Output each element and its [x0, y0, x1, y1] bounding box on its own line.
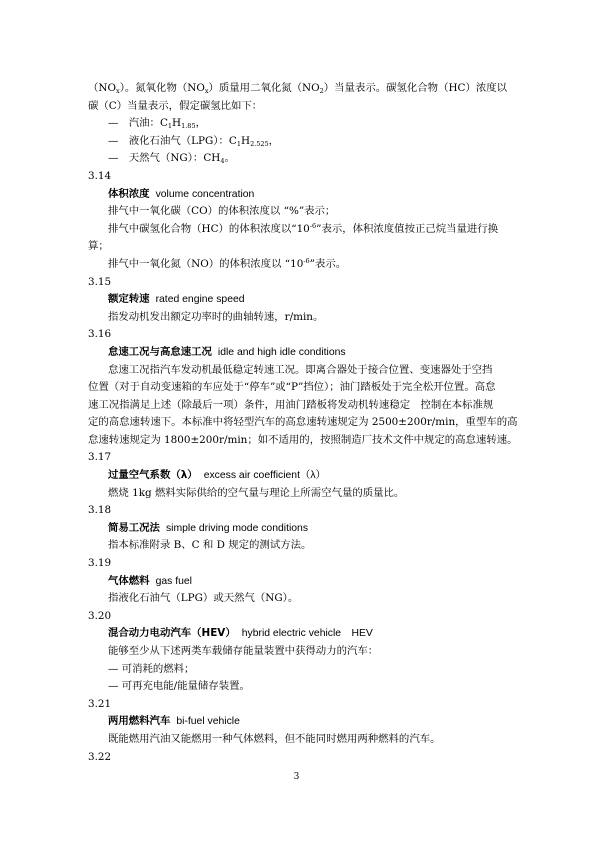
paragraph-line: 位置（对于自动变速箱的车应处于“停车”或“P”挡位）；油门踏板处于完全松开位置。高怠 — [88, 381, 496, 394]
term-heading: 怠速工况与高怠速工况 idle and high idle conditions — [108, 345, 346, 358]
paragraph: 指液化石油气（LPG）或天然气（NG）。 — [108, 592, 299, 605]
term-heading: 气体燃料 gas fuel — [108, 574, 192, 587]
text-line: $(NO_x)$。氮氧化物$(NO_x)$质量用二氧化氮$(NO_2)$当量表示。碳氢化合物（HC）浓度以 — [88, 82, 508, 95]
list-item-gasoline: — 汽油：$C_1H_{1.85}$， — [108, 117, 206, 131]
paragraph: 既能燃用汽油又能燃用一种气体燃料，但不能同时燃用两种燃料的汽车。 — [108, 732, 441, 745]
section-number: 3.16 — [88, 328, 112, 341]
paragraph: 能够至少从下述两类车载储存能量装置中获得动力的汽车： — [108, 645, 379, 657]
paragraph-line: 速工况指满足上述（除最后一项）条件，用油门踏板将发动机转速稳定 控制在本标准规 — [88, 398, 494, 411]
list-item-ng: — 天然气（NG）：$CH_4$。 — [108, 152, 235, 166]
page-number: 3 — [293, 772, 300, 782]
paragraph: 排气中一氧化氮（NO）的体积浓度以 “$10^{-6}$”表示。 — [108, 256, 347, 270]
paragraph: 排气中一氧化碳（CO）的体积浓度以 “%”表示； — [108, 205, 336, 218]
section-number: 3.21 — [88, 697, 112, 710]
paragraph: 排气中碳氢化合物（HC）的体积浓度以“$10^{-6}$”表示，体积浓度值按正己烷当量进行换 — [108, 221, 499, 235]
section-number: 3.15 — [88, 275, 112, 288]
section-number: 3.14 — [88, 169, 112, 182]
term-heading: 两用燃料汽车 bi-fuel vehicle — [108, 715, 240, 728]
list-item-lpg: — 液化石油气（LPG）：$C_1H_{2.525}$， — [108, 134, 280, 148]
paragraph-line: 怠速转速规定为 1800±200r/min；如不适用的，按照制造厂技术文件中规定的高怠速转速。 — [88, 433, 518, 446]
list-item: — 可再充电能/能量储存装置。 — [108, 680, 250, 693]
section-number: 3.19 — [88, 557, 112, 570]
term-heading: 体积浓度 volume concentration — [108, 187, 255, 200]
section-number: 3.22 — [88, 750, 112, 763]
section-number: 3.17 — [88, 451, 112, 464]
term-heading: 过量空气系数（λ） excess air coefficient（λ） — [108, 469, 326, 482]
paragraph: 指本标准附录 B、C 和 D 规定的测试方法。 — [108, 539, 312, 552]
paragraph-continuation: 算； — [88, 240, 109, 253]
section-number: 3.18 — [88, 504, 112, 517]
list-item: — 可消耗的燃料； — [108, 662, 195, 675]
paragraph-line: 定的高怠速转速下。本标准中将轻型汽车的高怠速转速规定为 2500±200r/min，重型车的高 — [88, 416, 518, 429]
term-heading: 简易工况法 simple driving mode conditions — [108, 521, 309, 534]
document-body — [88, 80, 518, 766]
term-heading: 额定转速 rated engine speed — [108, 293, 245, 306]
paragraph: 燃烧 1kg 燃料实际供给的空气量与理论上所需空气量的质量比。 — [108, 486, 405, 499]
text-line: 碳（C）当量表示，假定碳氢比如下： — [88, 99, 263, 112]
paragraph-line: 怠速工况指汽车发动机最低稳定转速工况。即离合器处于接合位置、变速器处于空挡 — [108, 363, 493, 376]
section-number: 3.20 — [88, 609, 112, 622]
term-heading: 混合动力电动汽车（HEV） hybrid electric vehicle HEV — [108, 627, 373, 640]
paragraph: 指发动机发出额定功率时的曲轴转速，r/min。 — [108, 310, 324, 323]
